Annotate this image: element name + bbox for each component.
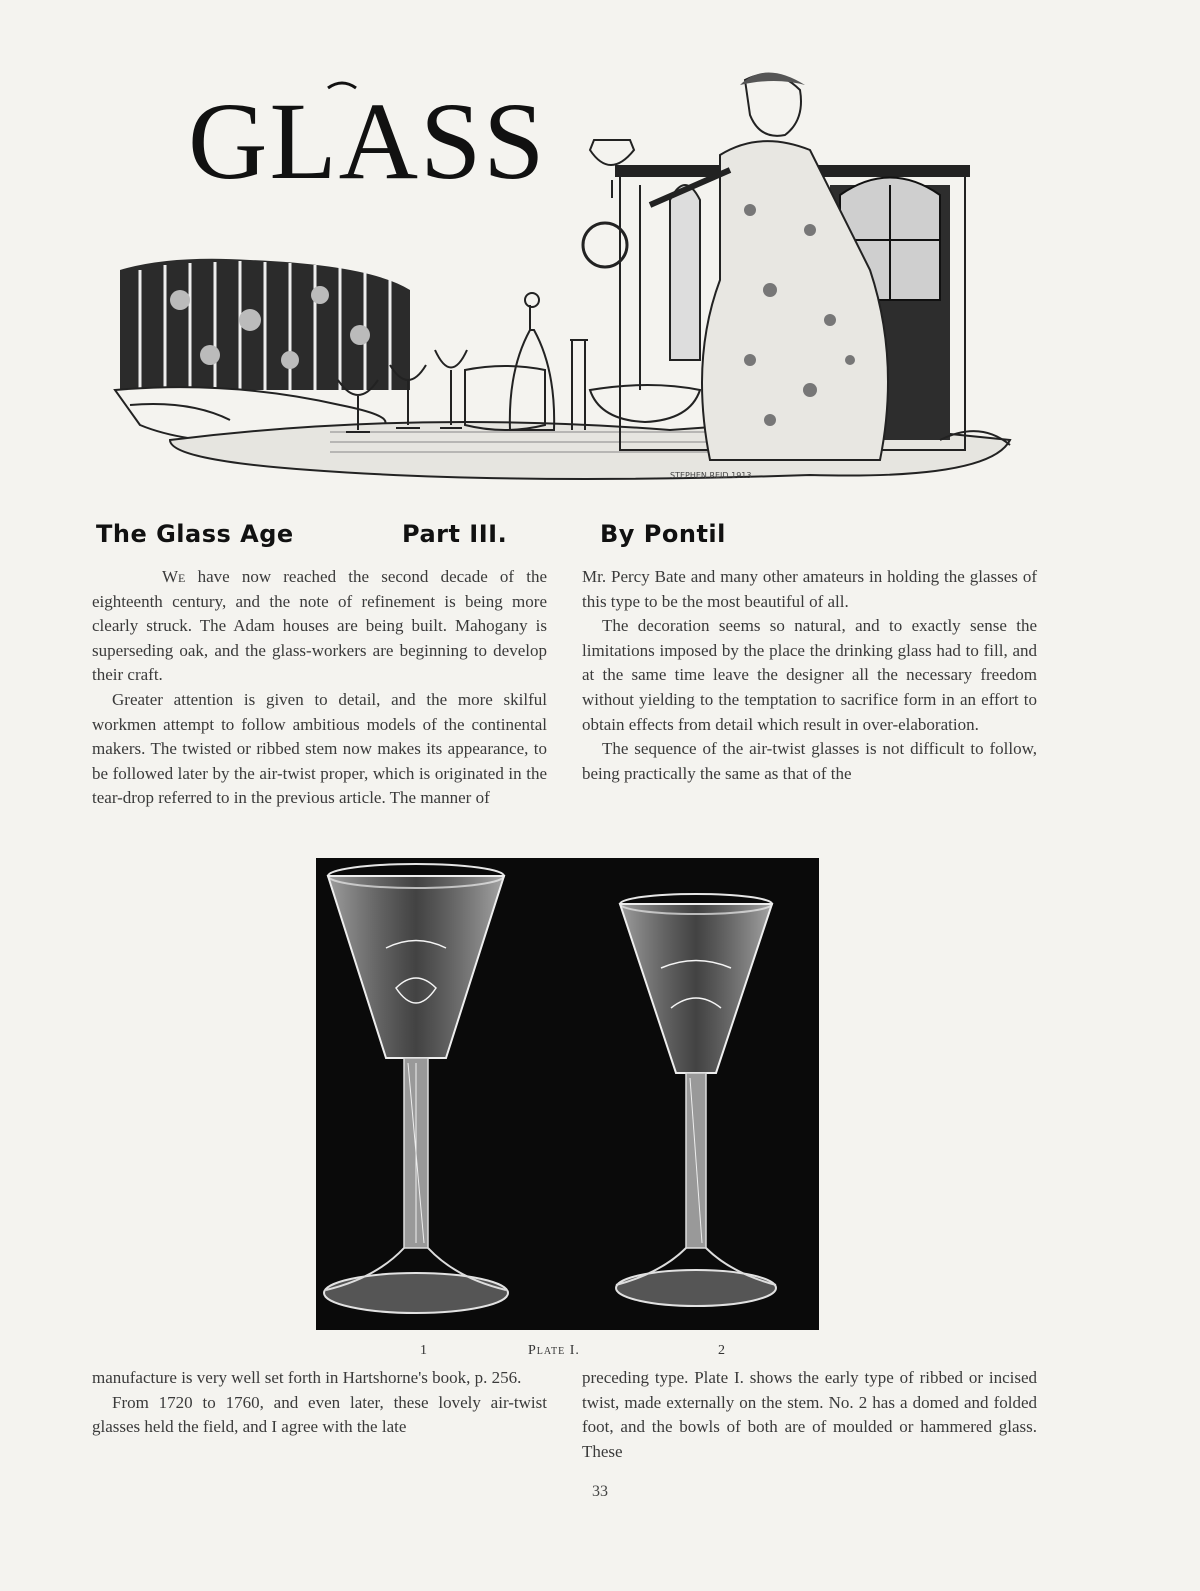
caption-number-2: 2 [718,1343,725,1358]
wine-glass-1 [324,864,508,1313]
article-author: By Pontil [600,520,726,548]
woman-figure-drawing [590,73,888,461]
article-title: The Glass Age [96,520,294,548]
header-title: GLASS [188,80,547,202]
top-left-column [92,565,547,811]
plate-photograph [316,858,819,1330]
paragraph: Greater attention is given to detail, and the more skilful workmen attempt to follow ambitious models of the continental makers. The twisted or ribbed stem now makes its appearance, to be followed later by the air-twist proper, which is originated in the tear-drop referred to in the previous article. The manner of [92,689,547,808]
bottom-left-column [92,1366,547,1440]
paragraph: manufacture is very well set forth in Hartshorne's book, p. 256. [92,1368,522,1387]
paragraph: Mr. Percy Bate and many other amateurs in holding the glasses of this type to be the most beautiful of all. [582,567,1037,611]
caption-label: Plate I. [528,1343,580,1358]
article-part: Part III. [402,520,508,548]
paragraph-text: have now reached the second decade of the eighteenth century, and the note of refinement is being more clearly struck. The Adam houses are being built. Mahogany is superseding oak, and the glass-workers are beginning to develop their craft. [92,567,548,685]
paragraph: The decoration seems so natural, and to exactly sense the limitations imposed by the place the drinking glass had to fill, and at the same time leave the designer all the necessary freedom without yielding to the temptation to sacrifice form in an effort to obtain effects from detail which result in over-elaboration. [582,616,1037,734]
header-illustration [110,60,1030,500]
top-right-column [582,565,1037,786]
wine-glasses-image [316,858,819,1330]
article-headline [92,520,1042,560]
plate-caption [0,1343,1200,1363]
wine-glass-2 [616,894,776,1306]
caption-number-1: 1 [420,1343,427,1358]
drop-lead: We [162,567,186,586]
paragraph: From 1720 to 1760, and even later, these lovely air-twist glasses held the field, and I agree with the late [92,1392,547,1437]
paragraph: The sequence of the air-twist glasses is not difficult to follow, being practically the same as that of the [582,739,1037,783]
artist-signature: STEPHEN REID 1913 [670,471,752,480]
page-number: 33 [592,1483,608,1500]
bottom-right-column [582,1366,1037,1464]
paragraph [92,565,547,688]
sofa-drawing [115,259,410,443]
paragraph: preceding type. Plate I. shows the early type of ribbed or incised twist, made externally on the stem. No. 2 has a domed and folded foot, and the bowls of both are of moulded or hammered glass. These [582,1368,1037,1461]
